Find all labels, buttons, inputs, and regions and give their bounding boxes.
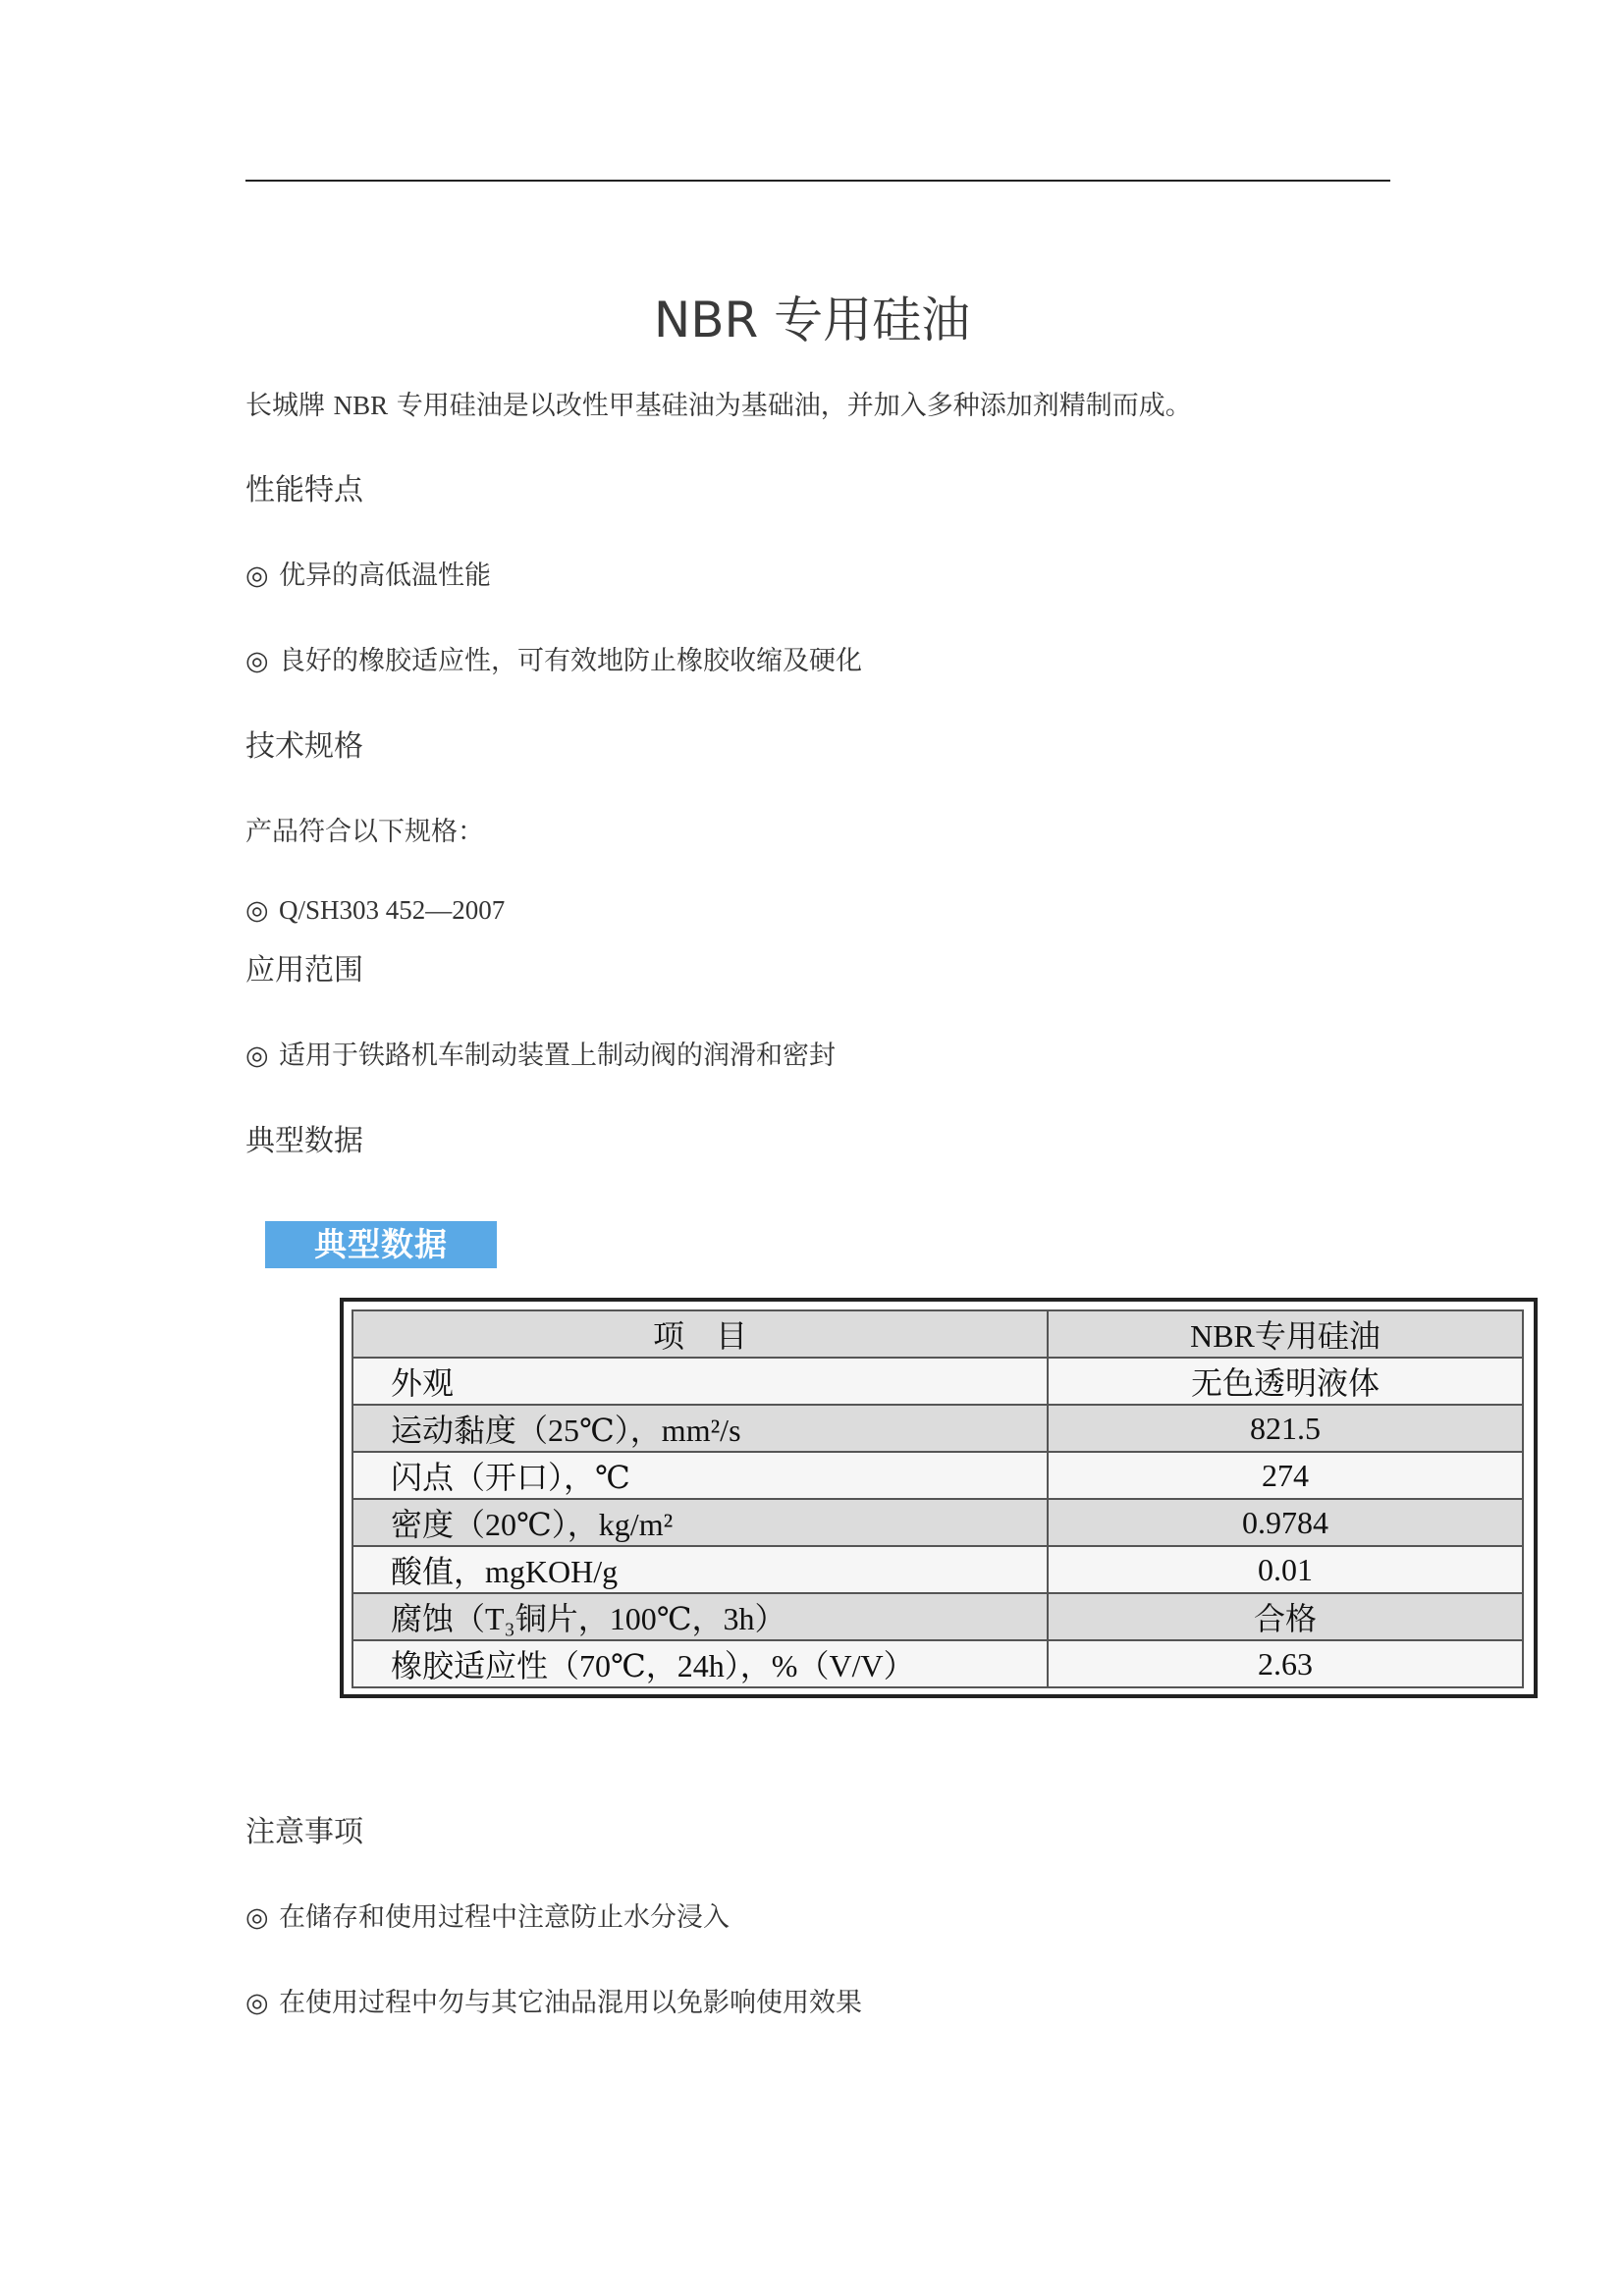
table-row	[352, 1546, 1523, 1593]
row-value: 274	[1048, 1452, 1523, 1499]
features-item	[245, 557, 491, 596]
header-value: NBR专用硅油	[1048, 1310, 1523, 1358]
intro-suffix: 专用硅油是以改性甲基硅油为基础油，并加入多种添加剂精制而成。	[396, 391, 1192, 421]
row-item: 腐蚀（T₃铜片，100℃，3h）	[352, 1593, 1048, 1640]
row-value: 821.5	[1048, 1405, 1523, 1452]
table-row	[352, 1405, 1523, 1452]
typical-heading: 典型数据	[245, 1124, 363, 1158]
table-row	[352, 1452, 1523, 1499]
row-value: 无色透明液体	[1048, 1358, 1523, 1405]
features-item	[245, 642, 862, 681]
specs-item-text: Q/SH303 452—2007	[279, 895, 506, 925]
bullet-icon: ◎	[245, 1988, 269, 2018]
notes-item	[245, 1898, 730, 1938]
row-item: 酸值，mgKOH/g	[352, 1546, 1048, 1593]
specs-lead: 产品符合以下规格：	[245, 817, 484, 847]
intro-brand: NBR	[333, 391, 389, 420]
application-item	[245, 1037, 836, 1076]
typical-data-badge: 典型数据	[265, 1221, 497, 1268]
notes-item-text: 在使用过程中勿与其它油品混用以免影响使用效果	[279, 1988, 862, 2018]
specs-item	[245, 890, 505, 931]
row-value: 合格	[1048, 1593, 1523, 1640]
intro-prefix: 长城牌	[245, 391, 325, 421]
header-rule	[245, 180, 1390, 182]
table-row	[352, 1640, 1523, 1687]
application-item-text: 适用于铁路机车制动装置上制动阀的润滑和密封	[279, 1041, 836, 1071]
bullet-icon: ◎	[245, 1041, 269, 1071]
row-value: 2.63	[1048, 1640, 1523, 1687]
header-item: 项 目	[352, 1310, 1048, 1358]
typical-data-figure	[340, 1298, 1538, 1698]
row-item: 密度（20℃），kg/m²	[352, 1499, 1048, 1546]
notes-item-text: 在储存和使用过程中注意防止水分浸入	[279, 1902, 730, 1933]
row-item: 外观	[352, 1358, 1048, 1405]
row-value: 0.9784	[1048, 1499, 1523, 1546]
table-header-row	[352, 1310, 1523, 1358]
document-title: NBR 专用硅油	[653, 292, 971, 348]
bullet-icon: ◎	[245, 646, 269, 676]
intro-paragraph	[245, 386, 1192, 426]
features-item-text: 优异的高低温性能	[279, 561, 491, 591]
bullet-icon: ◎	[245, 895, 269, 926]
table-row	[352, 1358, 1523, 1405]
row-item: 闪点（开口），℃	[352, 1452, 1048, 1499]
row-value: 0.01	[1048, 1546, 1523, 1593]
features-heading: 性能特点	[245, 473, 363, 507]
bullet-icon: ◎	[245, 1902, 269, 1933]
notes-item	[245, 1984, 862, 2023]
application-heading: 应用范围	[245, 953, 363, 988]
typical-data-table	[352, 1309, 1524, 1688]
features-item-text: 良好的橡胶适应性，可有效地防止橡胶收缩及硬化	[279, 646, 862, 676]
row-item: 橡胶适应性（70℃，24h），%（V/V）	[352, 1640, 1048, 1687]
row-item: 运动黏度（25℃），mm²/s	[352, 1405, 1048, 1452]
table-row	[352, 1499, 1523, 1546]
specs-heading: 技术规格	[245, 729, 363, 764]
table-row	[352, 1593, 1523, 1640]
notes-heading: 注意事项	[245, 1815, 363, 1849]
bullet-icon: ◎	[245, 561, 269, 591]
